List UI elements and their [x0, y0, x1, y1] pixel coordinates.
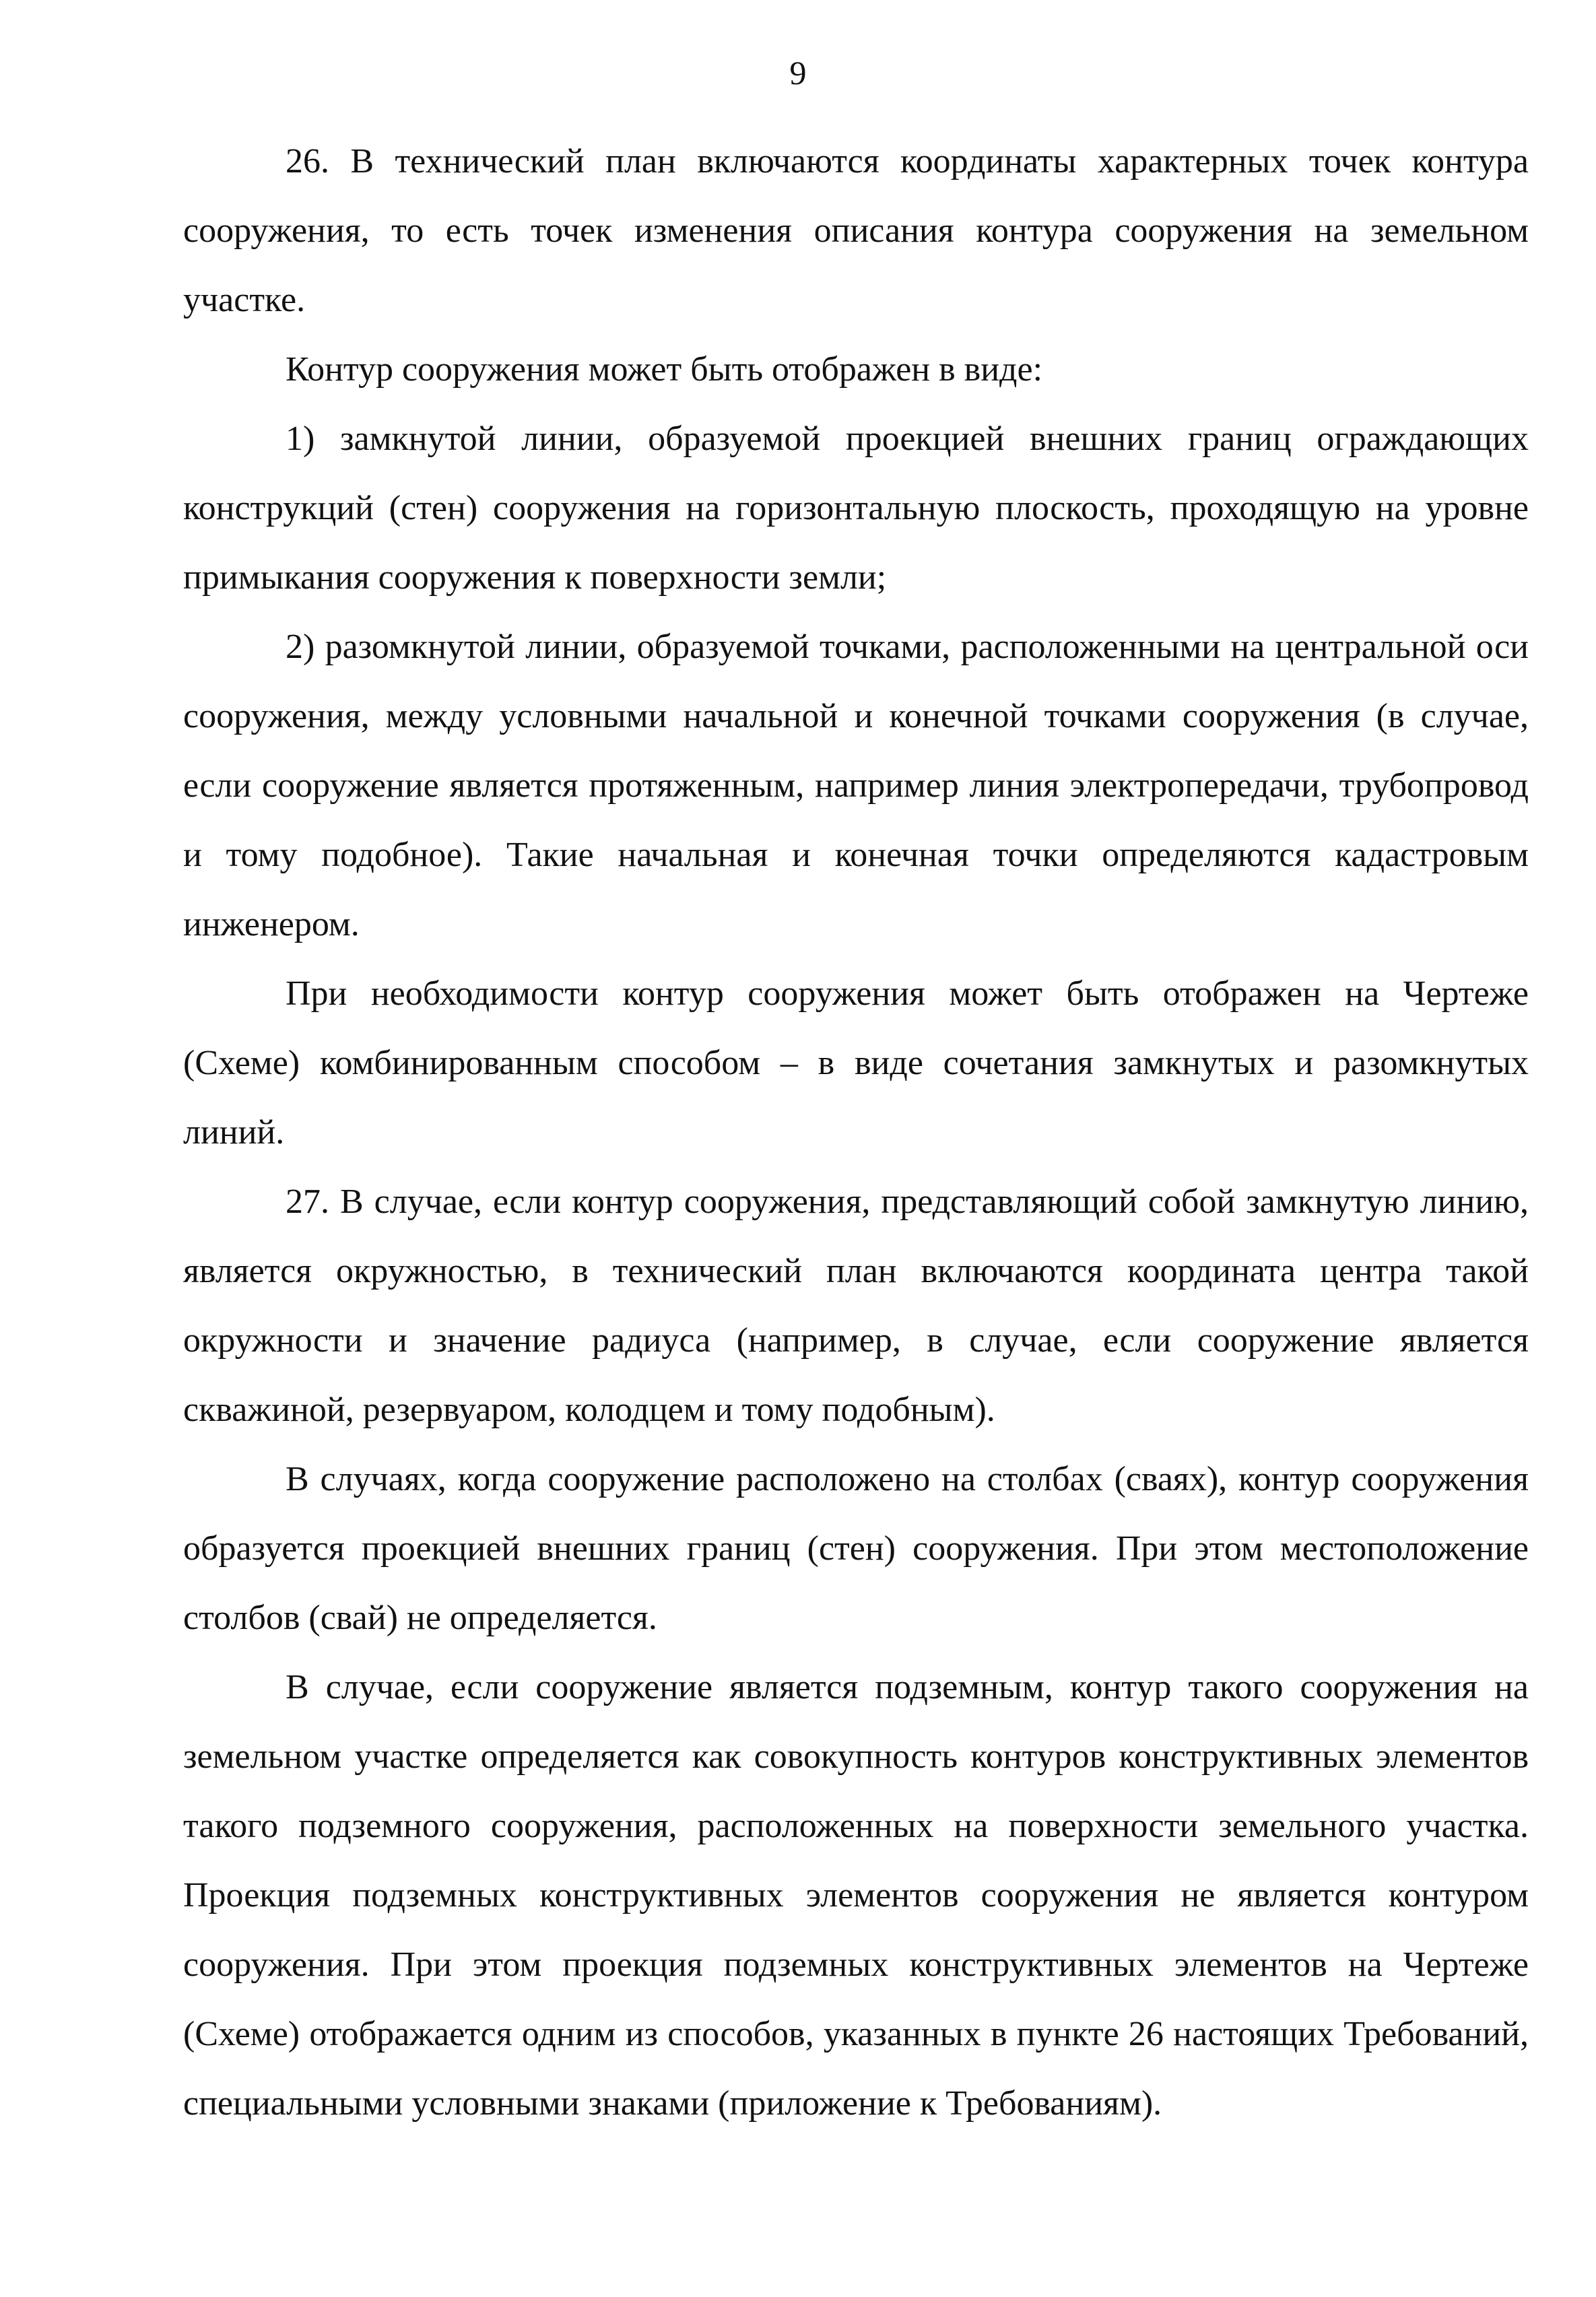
- paragraph-contour-display: Контур сооружения может быть отображен в виде:: [286, 350, 1043, 389]
- paragraph-combined-method: При необходимости контур сооружения может быть отображен на Чертеже (Схеме) комбинированным способом – в виде сочетания замкнутых и разомкнутых линий.: [183, 974, 1529, 1152]
- paragraph-underground: В случае, если сооружение является подземным, контур такого сооружения на земельном участке определяется как совокупность контуров конструктивных элементов такого подземного сооружения, расположенных на поверхности земельного участка. Проекция подземных конструктивных элементов сооружения не является контуром сооружения. При этом проекция подземных конструктивных элементов на Чертеже (Схеме) отображается одним из способов, указанных в пункте 26 настоящих Требований, специальными условными знаками (приложение к Требованиям).: [183, 1668, 1529, 2123]
- paragraph-open-line: 2) разомкнутой линии, образуемой точками, расположенными на центральной оси сооружения, между условными начальной и конечной точками сооружения (в случае, если сооружение является протяженным, например линия электропередачи, трубопровод и тому подобное). Такие начальная и конечная точки определяются кадастровым инженером.: [183, 628, 1529, 943]
- paragraph-27-circle: 27. В случае, если контур сооружения, представляющий собой замкнутую линию, является окружностью, в технический план включаются координата центра такой окружности и значение радиуса (например, в случае, если сооружение является скважиной, резервуаром, колодцем и тому подобным).: [183, 1183, 1529, 1429]
- paragraph-pillars: В случаях, когда сооружение расположено на столбах (сваях), контур сооружения образуется проекцией внешних границ (стен) сооружения. При этом местоположение столбов (свай) не определяется.: [183, 1460, 1529, 1637]
- document-body: [183, 127, 1529, 2138]
- paragraph-26-intro: 26. В технический план включаются координаты характерных точек контура сооружения, то есть точек изменения описания контура сооружения на земельном участке.: [183, 142, 1529, 319]
- page-number: 9: [789, 54, 807, 92]
- paragraph-closed-line: 1) замкнутой линии, образуемой проекцией внешних границ ограждающих конструкций (стен) сооружения на горизонтальную плоскость, проходящую на уровне примыкания сооружения к поверхности земли;: [183, 420, 1529, 597]
